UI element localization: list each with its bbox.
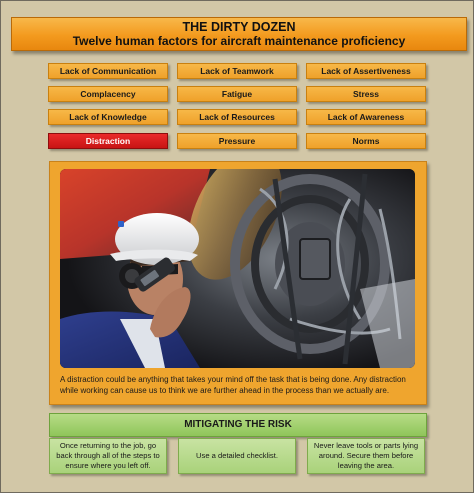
- factor-stress-button[interactable]: Stress: [306, 86, 426, 102]
- mitigation-tip: [49, 438, 167, 474]
- factor-distraction-button[interactable]: Distraction: [48, 133, 168, 149]
- topic-panel: [49, 161, 427, 405]
- factor-fatigue-button[interactable]: Fatigue: [177, 86, 297, 102]
- mitigation-tip: [307, 438, 425, 474]
- mitigation-heading: MITIGATING THE RISK: [49, 413, 427, 437]
- factor-lack-of-communication-button[interactable]: Lack of Communication: [48, 63, 168, 79]
- distraction-photo: [60, 169, 415, 368]
- factor-lack-of-awareness-button[interactable]: Lack of Awareness: [306, 109, 426, 125]
- title-banner: [11, 17, 467, 51]
- mitigation-tip-text: Use a detailed checklist.: [196, 451, 278, 460]
- page-subtitle: Twelve human factors for aircraft maintenance proficiency: [72, 34, 406, 48]
- topic-description: A distraction could be anything that takes your mind off the task that is being done. Any distraction while working can cause us to think we are further ahead in the process than we actually are.: [60, 375, 406, 395]
- factor-lack-of-teamwork-button[interactable]: Lack of Teamwork: [177, 63, 297, 79]
- factor-pressure-button[interactable]: Pressure: [177, 133, 297, 149]
- factor-lack-of-assertiveness-button[interactable]: Lack of Assertiveness: [306, 63, 426, 79]
- factor-lack-of-resources-button[interactable]: Lack of Resources: [177, 109, 297, 125]
- mitigation-tip: [178, 438, 296, 474]
- page-title: THE DIRTY DOZEN: [182, 20, 296, 34]
- factor-norms-button[interactable]: Norms: [306, 133, 426, 149]
- factor-complacency-button[interactable]: Complacency: [48, 86, 168, 102]
- factor-lack-of-knowledge-button[interactable]: Lack of Knowledge: [48, 109, 168, 125]
- mitigation-tip-text: Never leave tools or parts lying around. Secure them before leaving the area.: [313, 441, 419, 470]
- mitigation-tip-text: Once returning to the job, go back through all of the steps to ensure where you left off.: [56, 441, 160, 470]
